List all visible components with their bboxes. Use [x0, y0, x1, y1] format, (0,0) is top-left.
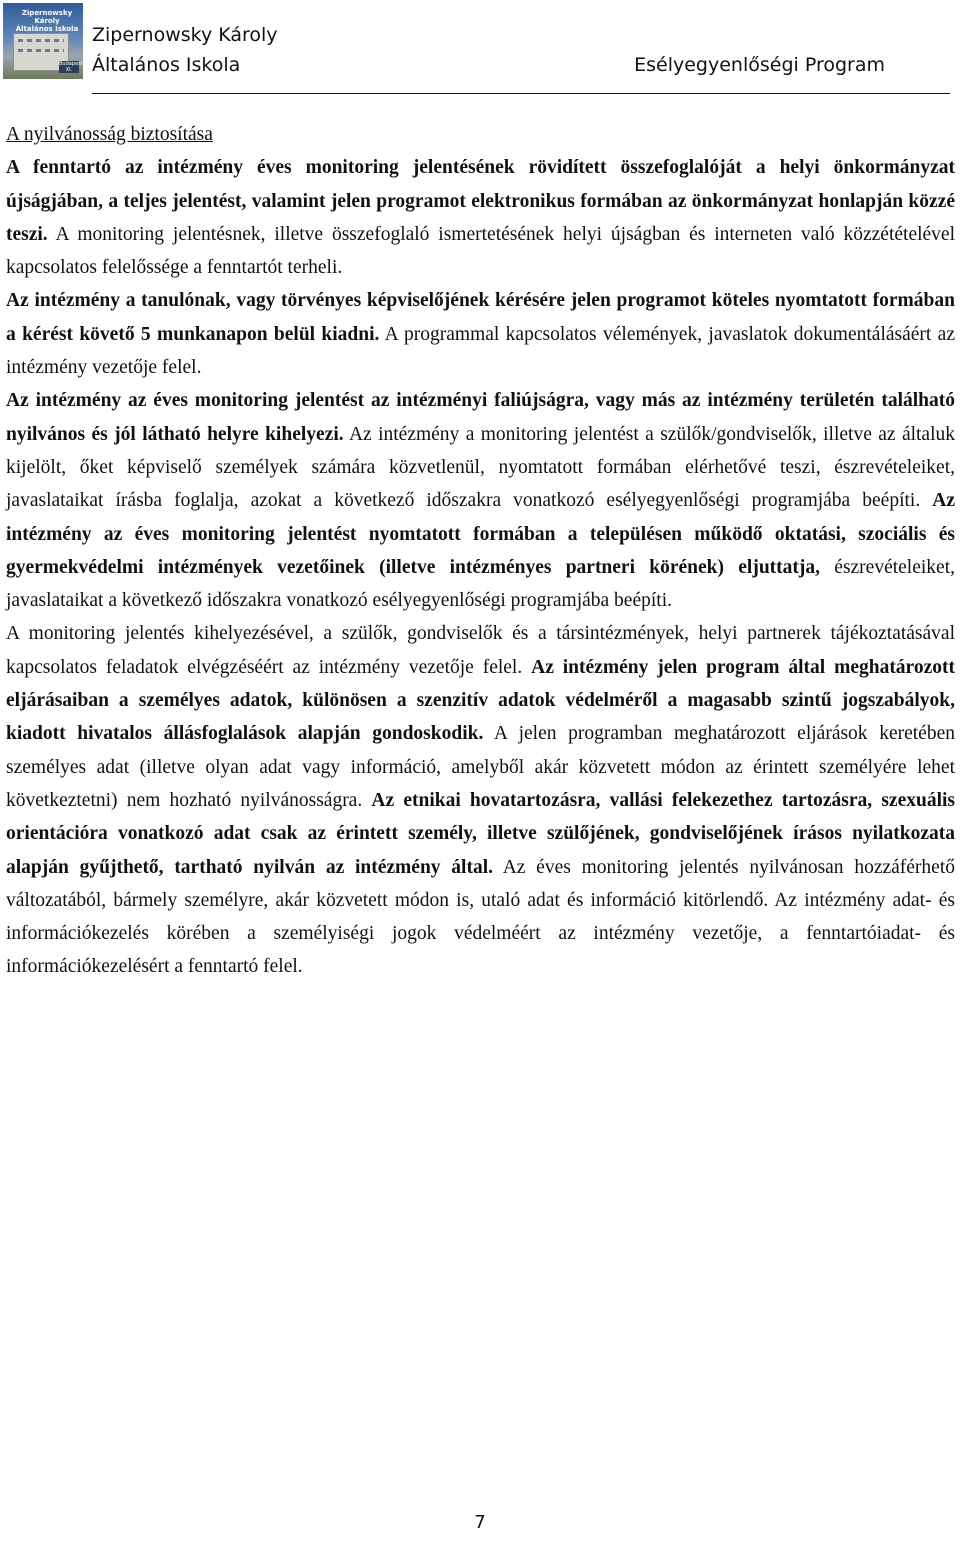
document-body	[6, 118, 955, 984]
paragraph-3-bold: Az intézmény az éves monitoring jelentést az intézményi faliújságra, vagy más az intézmény területén található nyilvános és jól látható helyre kihelyezi.	[6, 390, 955, 445]
page-header	[0, 0, 960, 96]
paragraph-publication	[6, 151, 955, 284]
paragraph-4-text-2: A jelen programban meghatározott eljárások keretében személyes adat (illetve olyan adat vagy információ, amelyből akár közvetett módon az érintett személyére lehet következtetni) nem hozható nyilvánosságra.	[6, 723, 955, 811]
paragraph-3-text: Az intézmény a monitoring jelentést a szülők/gondviselők, illetve az általuk kijelölt, őket képviselő személyek számára közvetlenül, nyomtatott formában elérhetővé teszi, észrevételeiket, javaslataikat írásba foglalja, azokat a következő időszakra vonatkozó esélyegyenlőségi programjába beépíti.	[6, 423, 956, 512]
paragraph-2-bold: Az intézmény a tanulónak, vagy törvényes képviselőjének kérésére jelen programot köteles nyomtatott formában a kérést követő 5 munkanapon belül kiadni.	[6, 290, 955, 345]
logo-text: Zipernowsky Károly Általános Iskola	[15, 9, 79, 33]
paragraph-3-bold-second: Az intézmény az éves monitoring jelentést nyomtatott formában a településen működő oktatási, szociális és gyermekvédelmi intézmények vezetőinek (illetve intézményes partneri körének) eljuttatja,	[6, 490, 955, 578]
section-heading: A nyilvánosság biztosítása	[6, 124, 213, 145]
school-name-line2: Általános Iskola	[92, 54, 241, 76]
paragraph-4-text-3: Az éves monitoring jelentés nyilvánosan hozzáférhető változatából, bármely személyre, akár közvetett módon is, utaló adat és információ kitörlendő. Az intézmény adat- és információkezelés körében a személyiségi jogok védelméért az intézmény vezetője, a fenntartóiadat- és információkezelésért a fenntartó felel.	[6, 856, 955, 978]
paragraph-data-protection	[6, 617, 955, 983]
header-divider	[92, 93, 950, 94]
paragraph-4-bold-2: Az etnikai hovatartozásra, vallási felekezethez tartozásra, szexuális orientációra vonatkozó adat csak az érintett személy, illetve szülőjének, gondviselőjének írásos nyilatkozata alapján gyűjthető, tartható nyilván az intézmény által.	[6, 789, 956, 878]
logo-sign: Budapest XI.	[59, 61, 83, 73]
program-title: Esélyegyenlőségi Program	[634, 54, 885, 76]
paragraph-1-text: A monitoring jelentésnek, illetve összefoglaló ismertetésének helyi újságban és interneten való közzétételével kapcsolatos felelőssége a fenntartót terheli.	[6, 223, 955, 279]
paragraph-request	[6, 284, 955, 384]
paragraph-4-text: A monitoring jelentés kihelyezésével, a szülők, gondviselők és a társintézmények, helyi partnerek tájékoztatásával kapcsolatos feladatok elvégzéséért az intézmény vezetője felel.	[6, 623, 955, 678]
school-name-line1: Zipernowsky Károly	[92, 24, 278, 46]
page-number: 7	[474, 1512, 486, 1533]
school-name	[92, 20, 278, 80]
paragraph-1-bold: A fenntartó az intézmény éves monitoring jelentésének rövidített összefoglalóját a helyi önkormányzat újságjában, a teljes jelentést, valamint jelen programot elektronikus formában az önkormányzat honlapján közzé teszi.	[6, 157, 955, 245]
paragraph-monitoring	[6, 384, 955, 617]
paragraph-4-bold-1: Az intézmény jelen program által meghatározott eljárásaiban a személyes adatok, különösen a szenzitív adatok védelméről a magasabb szintű jogszabályok, kiadott hivatalos állásfoglalások alapján gondoskodik.	[6, 656, 956, 745]
school-logo-icon	[3, 3, 83, 79]
paragraph-2-text: A programmal kapcsolatos vélemények, javaslatok dokumentálásáért az intézmény vezetője felel.	[6, 323, 955, 379]
paragraph-3-text-after: észrevételeiket, javaslataikat a következő időszakra vonatkozó esélyegyenlőségi programjába beépíti.	[6, 556, 955, 612]
